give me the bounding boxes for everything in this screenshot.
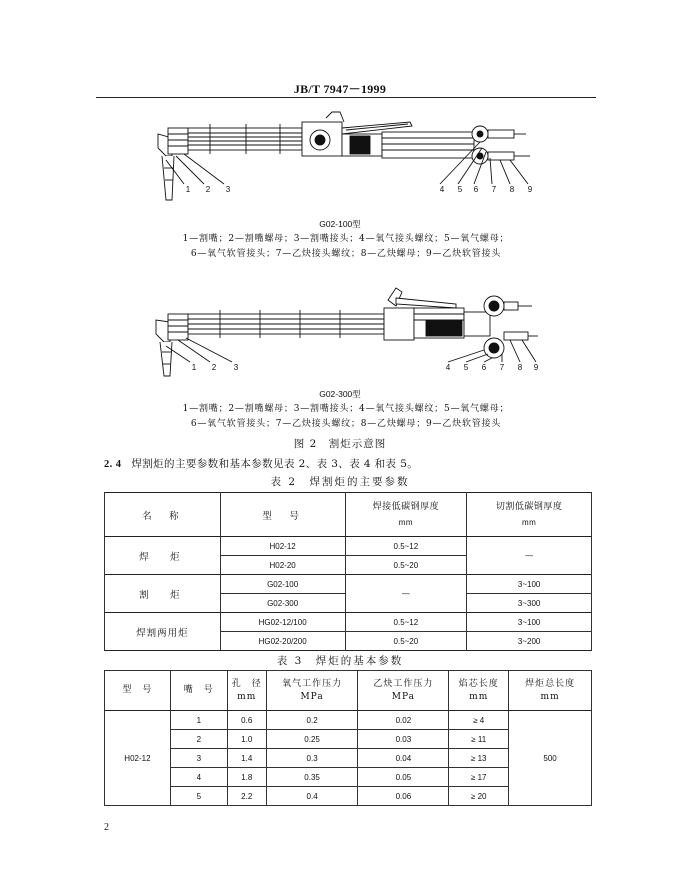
table2-header-name: 名 称	[105, 493, 221, 537]
section-text: 焊割炬的主要参数和基本参数见表 2、表 3、表 4 和表 5。	[131, 458, 419, 470]
table3-cell-tip: 5	[170, 787, 227, 806]
table3-header-acetylene	[358, 671, 449, 711]
table3-header-acetylene-unit: MPa	[391, 691, 415, 702]
table2-header-cut-label: 切割低碳钢厚度	[495, 501, 563, 512]
table3-header-length-unit: mm	[540, 691, 560, 702]
table3-cell-total-length: 500	[509, 711, 592, 806]
table2-cell-cut: 3~100	[467, 575, 592, 594]
table2-header-weld	[345, 493, 467, 537]
table3-cell-tip: 1	[170, 711, 227, 730]
table3-header-tip	[170, 671, 227, 711]
table3-cell-bore: 1.8	[227, 768, 266, 787]
table3-header-length-label: 焊炬总长度	[525, 678, 576, 689]
table3-cell-flame: ≥ 20	[449, 787, 509, 806]
fig1-label-1: 1	[185, 185, 191, 194]
table2-header-weld-label: 焊接低碳钢厚度	[372, 501, 440, 512]
table3-cell-acetylene: 0.06	[358, 787, 449, 806]
table2-cell-weld: 0.5~20	[345, 556, 467, 575]
table2-cell-weld-merged: —	[345, 575, 467, 613]
fig1-label-3: 3	[225, 185, 231, 194]
fig2-legend-line2: 6—氧气软管接头；7—乙炔接头螺纹；8—乙炔螺母；9—乙炔软管接头	[190, 419, 502, 429]
table3-cell-model: H02-12	[105, 711, 171, 806]
table3-basic-parameters	[104, 670, 592, 806]
fig2-label-7: 7	[499, 363, 505, 372]
table3-header-acetylene-label: 乙炔工作压力	[373, 678, 434, 689]
table2-title: 表 2 焊割炬的主要参数	[270, 476, 410, 488]
table3-cell-oxygen: 0.35	[266, 768, 358, 787]
table2-cell-model: HG02-20/200	[220, 632, 345, 651]
table3-cell-bore: 0.6	[227, 711, 266, 730]
fig2-label-6: 6	[481, 363, 487, 372]
fig2-label-2: 2	[211, 363, 217, 372]
fig2-legend	[96, 402, 596, 432]
table3-cell-flame: ≥ 4	[449, 711, 509, 730]
fig1-label-6: 6	[473, 185, 479, 194]
table2-group-dual-torch: 焊割两用炬	[105, 613, 221, 651]
table2-header-cut	[467, 493, 592, 537]
table3-cell-flame: ≥ 13	[449, 749, 509, 768]
table2-cell-cut: 3~300	[467, 594, 592, 613]
table3-header-oxygen-unit: MPa	[300, 691, 324, 702]
table3-header-flame-label: 焰芯长度	[458, 678, 499, 689]
table2-header-cut-unit: mm	[521, 517, 537, 527]
table2-group-cutting-torch: 割 炬	[105, 575, 221, 613]
header-rule	[96, 97, 596, 98]
table3-header-bore	[227, 671, 266, 711]
fig1-label-7: 7	[491, 185, 497, 194]
table2-cell-weld: 0.5~12	[345, 537, 467, 556]
fig2-label-4: 4	[445, 363, 451, 372]
table2-cell-cut: 3~100	[467, 613, 592, 632]
fig2-label-5: 5	[463, 363, 469, 372]
table3-cell-acetylene: 0.05	[358, 768, 449, 787]
figure-caption: 图 2 割炬示意图	[293, 438, 387, 450]
fig2-legend-line1: 1—割嘴；2—割嘴螺母；3—割嘴接头；4—氧气接头螺纹；5—氧气螺母；	[182, 404, 510, 414]
g02-100-torch-drawing	[150, 108, 540, 218]
fig1-legend	[96, 232, 596, 262]
table2-cell-model: G02-300	[220, 594, 345, 613]
table3-header-model-label: 型 号	[122, 685, 153, 695]
table3-header-bore-label: 孔 径	[231, 678, 262, 689]
table2-cell-model: HG02-12/100	[220, 613, 345, 632]
fig1-label-4: 4	[439, 185, 445, 194]
table2-cell-weld: 0.5~20	[345, 632, 467, 651]
table3-header-flame	[449, 671, 509, 711]
g02-300-torch-drawing	[150, 278, 540, 386]
table3-header-oxygen	[266, 671, 358, 711]
table2-cell-cut-merged: —	[467, 537, 592, 575]
table3-header-oxygen-label: 氧气工作压力	[282, 678, 343, 689]
table3-cell-bore: 2.2	[227, 787, 266, 806]
table3-cell-tip: 2	[170, 730, 227, 749]
table3-cell-acetylene: 0.04	[358, 749, 449, 768]
section-number: 2. 4	[104, 459, 122, 470]
fig1-label-9: 9	[527, 185, 533, 194]
table3-title: 表 3 焊炬的基本参数	[276, 655, 404, 667]
table3-cell-tip: 4	[170, 768, 227, 787]
table3-cell-bore: 1.0	[227, 730, 266, 749]
table3-cell-tip: 3	[170, 749, 227, 768]
table2-cell-model: H02-20	[220, 556, 345, 575]
fig1-label-2: 2	[205, 185, 211, 194]
fig2-label-8: 8	[517, 363, 523, 372]
table3-header-flame-unit: mm	[469, 691, 489, 702]
table3-cell-oxygen: 0.25	[266, 730, 358, 749]
fig2-label-3: 3	[233, 363, 239, 372]
table3-header-model	[105, 671, 171, 711]
fig2-label-1: 1	[191, 363, 197, 372]
page-header: JB/T 7947－1999	[293, 82, 387, 96]
table2-cell-weld: 0.5~12	[345, 613, 467, 632]
table3-cell-flame: ≥ 11	[449, 730, 509, 749]
table2-cell-cut: 3~200	[467, 632, 592, 651]
table3-cell-oxygen: 0.2	[266, 711, 358, 730]
table3-cell-oxygen: 0.4	[266, 787, 358, 806]
fig1-legend-line2: 6—氧气软管接头；7—乙炔接头螺纹；8—乙炔螺母；9—乙炔软管接头	[190, 249, 502, 259]
table2-group-welding-torch: 焊 炬	[105, 537, 221, 575]
table3-cell-acetylene: 0.03	[358, 730, 449, 749]
table3-cell-oxygen: 0.3	[266, 749, 358, 768]
table2-cell-model: H02-12	[220, 537, 345, 556]
table3-cell-acetylene: 0.02	[358, 711, 449, 730]
fig2-label-9: 9	[533, 363, 539, 372]
table3-cell-bore: 1.4	[227, 749, 266, 768]
table3-header-length	[509, 671, 592, 711]
table2-header-model: 型 号	[220, 493, 345, 537]
table3-header-bore-unit: mm	[237, 691, 257, 702]
fig1-label-8: 8	[509, 185, 515, 194]
table2-main-parameters	[104, 492, 592, 651]
fig1-model-caption: G02-100型	[319, 219, 361, 229]
fig1-label-5: 5	[457, 185, 463, 194]
table3-cell-flame: ≥ 17	[449, 768, 509, 787]
section-paragraph	[104, 456, 418, 471]
table2-header-weld-unit: mm	[398, 517, 414, 527]
fig2-model-caption: G02-300型	[319, 389, 361, 399]
table3-header-tip-label: 嘴 号	[183, 685, 214, 695]
page-number: 2	[104, 822, 109, 833]
table2-cell-model: G02-100	[220, 575, 345, 594]
fig1-legend-line1: 1—割嘴；2—割嘴螺母；3—割嘴接头；4—氧气接头螺纹；5—氧气螺母；	[182, 234, 510, 244]
